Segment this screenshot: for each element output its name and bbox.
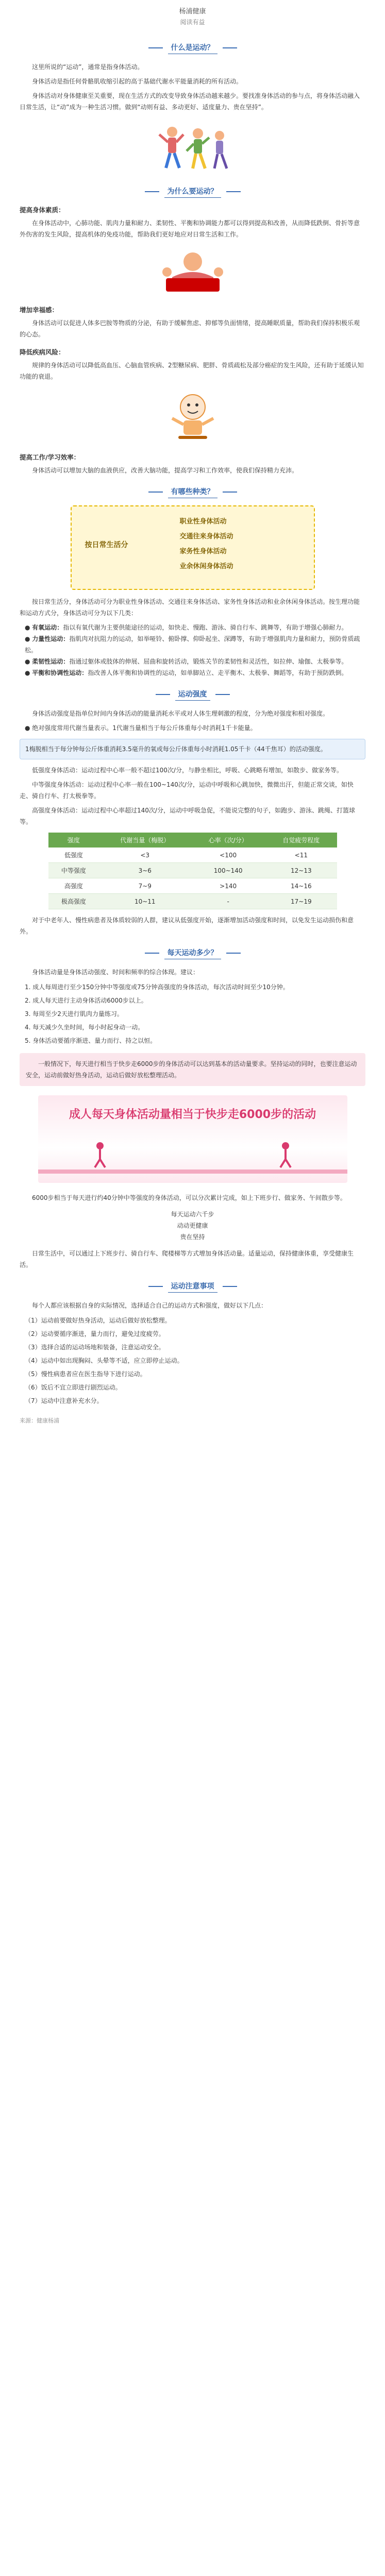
table-row [48, 878, 337, 894]
list-item: （2）运动要循序渐进，量力而行，避免过度疲劳。 [25, 1330, 165, 1337]
intensity-bullets [25, 722, 365, 734]
illustration-cartoon [20, 388, 365, 445]
section-title-what [20, 41, 365, 54]
table-header: 心率（次/分） [191, 833, 265, 848]
paragraph: 高强度身体活动：运动过程中心率超过140次/分，运动中呼吸急促，不能说完整的句子，如跑步、游泳、跳绳、打篮球等。 [20, 807, 355, 825]
title-decoration [145, 191, 159, 192]
slogan-block [20, 1209, 365, 1243]
list-item: 3. 每周至少2天进行肌肉力量练习。 [25, 1010, 123, 1018]
title-decoration [223, 1286, 237, 1287]
illustration-sports-people [20, 119, 365, 176]
section-title-text: 每天运动多少？ [164, 946, 221, 959]
slogan-line: 贵在坚持 [180, 1233, 205, 1241]
panel-list [180, 516, 233, 570]
section-title-why [20, 185, 365, 198]
sports-people-icon [152, 119, 234, 176]
section-title-intensity [20, 688, 365, 701]
header-line2: 阅读有益 [180, 19, 205, 26]
bullet-title: 柔韧性运动： [32, 658, 70, 665]
list-item: （4）运动中如出现胸闷、头晕等不适，应立即停止运动。 [25, 1357, 183, 1364]
table-cell: <100 [191, 848, 265, 863]
paragraph: 身体活动是指任何骨骼肌收缩引起的高于基础代谢水平能量消耗的所有活动。 [32, 78, 243, 85]
title-decoration [215, 694, 230, 695]
table-cell: 3~6 [99, 863, 191, 878]
table-cell: >140 [191, 878, 265, 894]
list-item: （1）运动前要做好热身活动，运动后做好放松整理。 [25, 1317, 171, 1324]
types-panel [71, 505, 315, 590]
list-item: （5）慢性病患者应在医生指导下进行运动。 [25, 1370, 146, 1378]
bullet-text: 指肌肉对抗阻力的运动，如举哑铃、俯卧撑、仰卧起坐、深蹲等，有助于增强肌肉力量和耐力，预防骨质疏松。 [25, 635, 360, 654]
title-decoration [226, 953, 241, 954]
be-strong-icon [152, 246, 234, 298]
banner-title: 成人每天身体活动量相当于快步走6000步的活动 [69, 1108, 316, 1121]
paragraph: 身体活动可以增加大脑的血液供应，改善大脑功能，提高学习和工作效率，使我们保持精力充沛。 [32, 467, 298, 474]
title-decoration [148, 1286, 163, 1287]
table-row [48, 894, 337, 909]
bullet-item: ● 柔韧性运动：指通过躯体或肢体的伸展、屈曲和旋转活动，锻炼关节的柔韧性和灵活性，如拉伸、瑜伽、太极拳等。 [25, 658, 348, 665]
list-item: （7）运动中注意补充水分。 [25, 1397, 103, 1404]
note-text: 1梅脱相当于每分钟每公斤体重消耗3.5毫升的氧或每公斤体重每小时消耗1.05千卡（44千焦耳）的活动强度。 [25, 745, 327, 753]
table-cell: 10~11 [99, 894, 191, 909]
notes-list [20, 1314, 365, 1407]
subhead: 提高身体素质： [20, 206, 65, 214]
bullet-item: ● 绝对强度常用代谢当量表示。1代谢当量相当于每公斤体重每小时消耗1千卡能量。 [25, 724, 257, 732]
table-cell: 高强度 [48, 878, 99, 894]
table-header-row [48, 833, 337, 848]
section-title-text: 有哪些种类？ [168, 485, 217, 498]
table-cell: 极高强度 [48, 894, 99, 909]
list-item: （3）选择合适的运动场地和装备，注意运动安全。 [25, 1344, 165, 1351]
article-header [20, 0, 365, 32]
bullet-item: ● 有氧运动：指以有氧代谢为主要供能途径的运动，如快走、慢跑、游泳、骑自行车、跳舞等，有助于增强心肺耐力。 [25, 624, 348, 631]
highlight-text: 一般情况下，每天进行相当于快步走6000步的身体活动可以达到基本的活动量要求。坚持运动的同时，也要注意运动安全，运动前做好热身活动，运动后做好放松整理活动。 [26, 1060, 357, 1079]
table-cell: 低强度 [48, 848, 99, 863]
paragraph: 在身体活动中，心肺功能、肌肉力量和耐力、柔韧性、平衡和协调能力都可以得到提高和改善，从而降低跌倒、骨折等意外伤害的发生风险，提高机体的免疫功能，帮助我们更好地应对日常生活和工作。 [20, 219, 360, 238]
steps-banner [38, 1095, 347, 1183]
table-cell: 中等强度 [48, 863, 99, 878]
bullet-title: 力量性运动： [32, 635, 70, 642]
paragraph: 对于中老年人、慢性病患者及体质较弱的人群，建议从低强度开始，逐渐增加活动强度和时间，以免发生运动损伤和意外。 [20, 917, 354, 935]
recommendation-list [20, 981, 365, 1047]
bullet-item: ● 力量性运动：指肌肉对抗阻力的运动，如举哑铃、俯卧撑、仰卧起坐、深蹲等，有助于增强肌肉力量和耐力，预防骨质疏松。 [25, 635, 360, 654]
title-decoration [223, 492, 237, 493]
section-title-text: 什么是运动？ [168, 41, 217, 54]
paragraph: 身体活动量是身体活动强度、时间和频率的综合体现。建议： [32, 969, 199, 976]
table-cell: 7~9 [99, 878, 191, 894]
paragraph: 按日常生活分，身体活动可分为职业性身体活动、交通往来身体活动、家务性身体活动和业余休闲身体活动。按生理功能和运动方式分，身体活动可分为以下几类： [20, 598, 360, 617]
banner-bar [38, 1170, 347, 1174]
section-title-text: 运动注意事项 [168, 1280, 217, 1293]
paragraph: 身体活动可以促进人体多巴胺等物质的分泌，有助于缓解焦虑、抑郁等负面情绪，提高睡眠质量，帮助我们保持积极乐观的心态。 [20, 319, 360, 338]
title-decoration [148, 492, 163, 493]
paragraph: 低强度身体活动：运动过程中心率一般不超过100次/分，与静坐相比，呼吸、心跳略有增加，如散步、做家务等。 [32, 767, 343, 774]
table-cell: - [191, 894, 265, 909]
panel-left-label: 按日常生活分 [85, 541, 128, 549]
paragraph: 日常生活中，可以通过上下班步行、骑自行车、爬楼梯等方式增加身体活动量。适量运动，保持健康体重，享受健康生活。 [20, 1250, 354, 1268]
bullet-item: ● 平衡和协调性运动：指改善人体平衡和协调性的运动，如单脚站立、走平衡木、太极拳、舞蹈等，有助于预防跌倒。 [25, 669, 348, 676]
slogan-line: 动动更健康 [177, 1222, 208, 1229]
section-title-text: 运动强度 [175, 688, 210, 701]
table-header: 自觉疲劳程度 [265, 833, 337, 848]
intensity-table [48, 833, 337, 909]
paragraph: 中等强度身体活动：运动过程中心率一般在100~140次/分，运动中呼吸和心跳加快，微微出汗，但能正常交谈，如快走、骑自行车、打太极拳等。 [20, 781, 354, 800]
section-title-text: 为什么要运动？ [164, 185, 221, 198]
panel-line: 交通往来身体活动 [179, 533, 233, 540]
section-title-types [20, 485, 365, 498]
table-cell: <3 [99, 848, 191, 863]
table-cell: 100~140 [191, 863, 265, 878]
section-title-notes [20, 1280, 365, 1293]
table-cell: 14~16 [265, 878, 337, 894]
title-decoration [226, 191, 241, 192]
title-decoration [148, 47, 163, 48]
list-item: 1. 成人每周进行至少150分钟中等强度或75分钟高强度的身体活动，每次活动时间至少10分钟。 [25, 984, 289, 991]
source-note: 来源：健康杨浦 [20, 1417, 59, 1424]
list-item: （6）饭后不宜立即进行剧烈运动。 [25, 1384, 122, 1391]
panel-line: 家务性身体活动 [179, 548, 227, 555]
panel-line: 业余休闲身体活动 [179, 563, 233, 570]
types-panel-figure [20, 505, 365, 590]
table-cell: 17~19 [265, 894, 337, 909]
note-box [20, 739, 365, 759]
subhead: 增加幸福感： [20, 306, 59, 314]
walking-people-icon [38, 1139, 347, 1170]
bullet-title: 平衡和协调性运动： [32, 669, 88, 676]
table-header: 强度 [48, 833, 99, 848]
table-header: 代谢当量（梅脱） [99, 833, 191, 848]
types-bullets [25, 622, 365, 679]
table-row [48, 863, 337, 878]
paragraph: 规律的身体活动可以降低高血压、心脑血管疾病、2型糖尿病、肥胖、骨质疏松及部分癌症的发生风险，还有助于延缓认知功能的衰退。 [20, 362, 364, 380]
paragraph: 每个人都应该根据自身的实际情况，选择适合自己的运动方式和强度，做好以下几点： [32, 1302, 267, 1309]
title-decoration [156, 694, 170, 695]
list-item: 5. 身体活动要循序渐进、量力而行、持之以恒。 [25, 1037, 157, 1044]
bullet-text: 指通过躯体或肢体的伸展、屈曲和旋转活动，锻炼关节的柔韧性和灵活性，如拉伸、瑜伽、太极拳等。 [69, 658, 348, 665]
cartoon-exercise-icon [152, 388, 234, 445]
table-cell: <11 [265, 848, 337, 863]
subhead: 降低疾病风险： [20, 348, 65, 356]
subhead: 提高工作/学习效率： [20, 453, 80, 461]
bullet-text: 指以有氧代谢为主要供能途径的运动，如快走、慢跑、游泳、骑自行车、跳舞等，有助于增强心肺耐力。 [63, 624, 348, 631]
title-decoration [223, 47, 237, 48]
table-row [48, 848, 337, 863]
bullet-title: 有氧运动： [32, 624, 63, 631]
paragraph: 6000步相当于每天进行约40分钟中等强度的身体活动，可以分次累计完成，如上下班步行、做家务、午间散步等。 [32, 1194, 346, 1201]
paragraph: 身体活动对身体健康至关重要，现在生活方式的改变导致身体活动越来越少。要找准身体活动的参与点，将身体活动融入日常生活，让“动”成为一种生活习惯。做到“动则有益、多动更好、适度量力、贵在坚持”。 [20, 92, 360, 111]
paragraph: 身体活动强度是指单位时间内身体活动的能量消耗水平或对人体生理刺激的程度，分为绝对强度和相对强度。 [32, 710, 329, 717]
slogan-line: 每天运动六千步 [171, 1211, 214, 1218]
panel-line: 职业性身体活动 [179, 518, 227, 526]
illustration-strong [20, 246, 365, 298]
bullet-text: 指改善人体平衡和协调性的运动，如单脚站立、走平衡木、太极拳、舞蹈等，有助于预防跌倒。 [88, 669, 348, 676]
highlight-box [20, 1053, 365, 1086]
header-line1: 杨浦健康 [179, 8, 206, 15]
bullet-text: 绝对强度常用代谢当量表示。1代谢当量相当于每公斤体重每小时消耗1千卡能量。 [32, 724, 257, 732]
paragraph: 这里所说的“运动”，通常是指身体活动。 [32, 63, 144, 71]
section-title-how-much [20, 946, 365, 959]
table-cell: 12~13 [265, 863, 337, 878]
list-item: 4. 每天减少久坐时间，每小时起身动一动。 [25, 1024, 144, 1031]
list-item: 2. 成人每天进行主动身体活动6000步以上。 [25, 997, 147, 1004]
title-decoration [145, 953, 159, 954]
